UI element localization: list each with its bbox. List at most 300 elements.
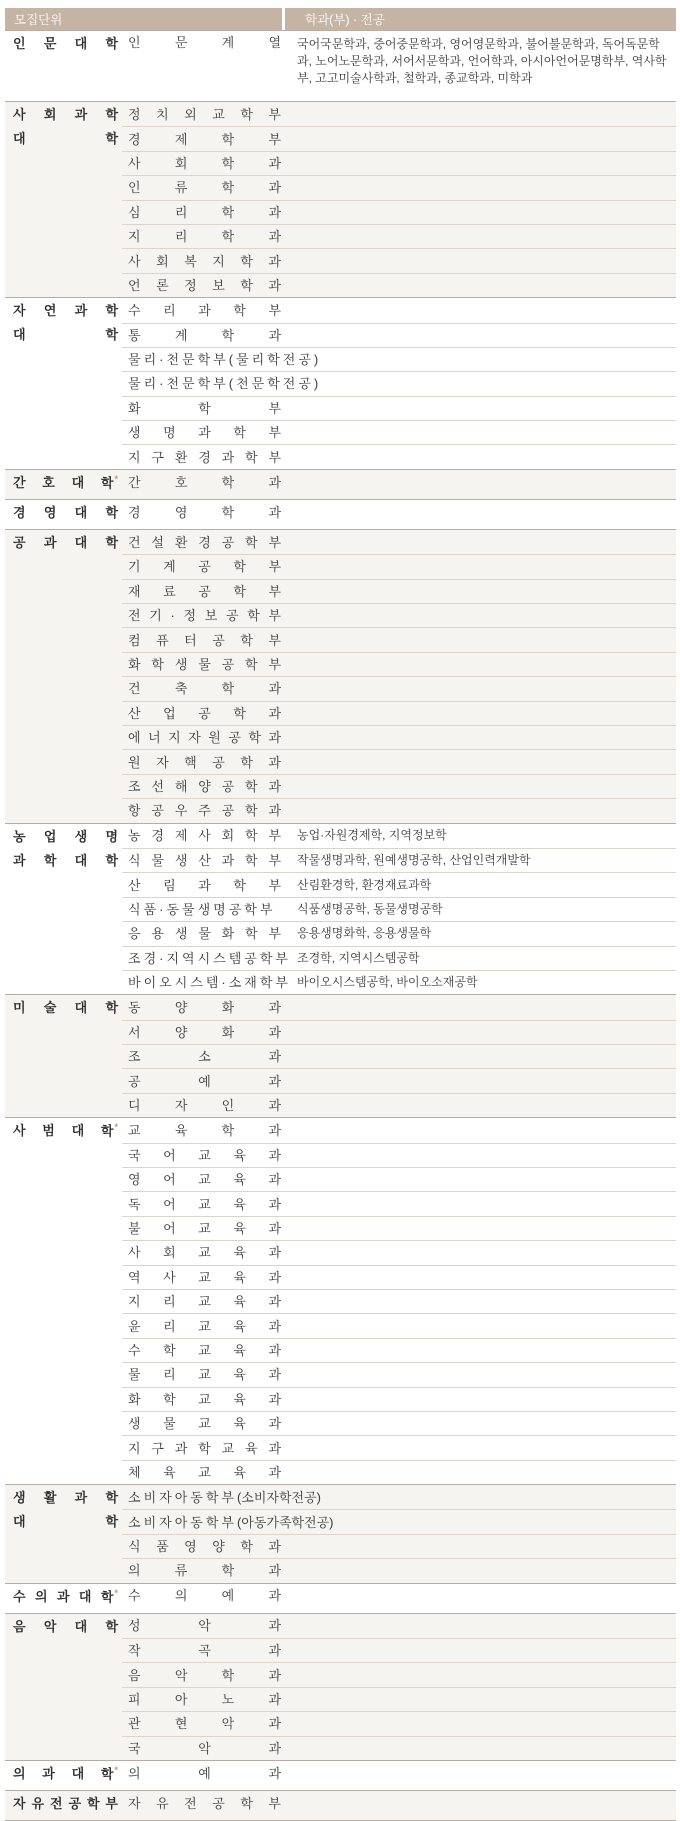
unit-cell	[122, 559, 285, 574]
char: 오	[159, 975, 172, 991]
char: 체	[128, 1464, 141, 1480]
char: 물	[198, 657, 211, 672]
char: 부	[268, 302, 281, 318]
char: 과	[268, 1098, 281, 1114]
char: 부	[268, 449, 281, 465]
char: 학	[233, 559, 246, 575]
char: 대	[13, 327, 26, 343]
college-name-line	[13, 535, 118, 550]
column-header-department-major: 학과(부) · 전공	[285, 8, 676, 30]
char: 부	[268, 1795, 281, 1811]
char: 학	[267, 352, 280, 368]
char: 부	[268, 853, 281, 869]
char: 교	[198, 1318, 211, 1334]
char: 자	[156, 754, 169, 770]
table-row	[122, 1191, 676, 1215]
char: 소	[228, 975, 242, 991]
char: 공	[13, 534, 26, 550]
table-row	[122, 554, 676, 578]
char: 천	[236, 376, 249, 392]
unit-cell	[122, 156, 285, 171]
char: 과	[268, 1294, 281, 1310]
char: 공	[221, 803, 235, 819]
char: 리	[163, 1318, 176, 1334]
char: 리	[163, 1367, 176, 1383]
char: 의	[128, 1563, 141, 1579]
char: 리	[143, 376, 157, 392]
unit-cell	[122, 278, 285, 293]
char: 육	[233, 1172, 246, 1188]
char: 동	[128, 999, 141, 1015]
unit-cell	[122, 1221, 285, 1236]
char: 대	[74, 1000, 88, 1016]
asterisk-marker: *	[114, 473, 118, 484]
char: 용	[151, 926, 164, 942]
char: 호	[174, 474, 188, 490]
college-cell	[5, 1485, 122, 1583]
char: 화	[221, 999, 235, 1015]
char: 과	[268, 229, 281, 245]
char: 공	[298, 376, 311, 392]
college-section	[5, 529, 676, 823]
college-cell	[5, 530, 122, 823]
table-row	[122, 1020, 676, 1044]
college-name-line	[13, 1123, 118, 1138]
char: 교	[128, 1122, 141, 1138]
char: 학*	[100, 1587, 118, 1604]
char: 회	[163, 1245, 176, 1261]
unit-cell	[122, 1098, 285, 1113]
char: 과	[268, 705, 281, 721]
char: 경	[198, 534, 211, 550]
char: ·	[170, 608, 175, 624]
char: (	[228, 352, 234, 368]
char: 물	[163, 1416, 176, 1432]
unit-cell	[122, 1367, 285, 1382]
college-name-line	[13, 1619, 118, 1634]
char: 학	[205, 1489, 219, 1505]
char: 농	[13, 828, 26, 844]
table-row	[122, 126, 676, 150]
char: 학	[244, 901, 257, 917]
char: 경	[128, 131, 141, 147]
college-name-line	[13, 327, 118, 342]
table-row	[122, 200, 676, 224]
table-body	[5, 30, 676, 1821]
unit-cell	[122, 1123, 285, 1138]
table-row	[122, 347, 676, 371]
table-row	[122, 298, 676, 322]
char: 부	[268, 926, 281, 942]
unit-cell	[122, 878, 285, 893]
unit-cell	[122, 950, 288, 966]
char: 자	[159, 1514, 172, 1530]
char: 사	[13, 1123, 26, 1139]
section-rows	[122, 1791, 676, 1820]
char: 과	[13, 852, 26, 868]
admission-units-table	[5, 8, 676, 1821]
majors-cell: 농업·자원경제학, 지역정보학	[297, 828, 447, 843]
char: 과	[268, 1147, 281, 1163]
char: 과	[268, 778, 281, 794]
table-row	[122, 1791, 676, 1815]
char: 부	[268, 657, 281, 672]
college-name-line	[13, 1766, 118, 1781]
char: 대	[78, 1588, 92, 1604]
char: 심	[128, 204, 141, 220]
char: 학	[221, 155, 235, 171]
char: 인	[221, 1098, 235, 1114]
char: 학	[105, 303, 118, 319]
unit-cell	[122, 1148, 285, 1163]
char: 전	[282, 352, 296, 368]
char: 어	[163, 1172, 176, 1188]
char: 불	[128, 1220, 141, 1236]
section-rows	[122, 824, 676, 995]
unit-cell	[122, 902, 285, 917]
unit-cell	[122, 1197, 285, 1212]
char: ·	[221, 975, 226, 991]
unit-cell	[122, 475, 285, 490]
table-row	[122, 701, 676, 725]
char: 육	[163, 1464, 176, 1480]
unit-cell	[122, 425, 285, 440]
char: 천	[166, 376, 180, 392]
unit-cell	[122, 730, 285, 745]
char: 계	[221, 35, 235, 50]
char: 해	[174, 778, 188, 794]
char: 교	[198, 1416, 211, 1432]
college-name-line	[13, 107, 118, 122]
char: 부	[275, 975, 288, 991]
table-row	[122, 444, 676, 468]
college-section	[5, 994, 676, 1117]
char: 비	[143, 1489, 157, 1505]
char: 사	[128, 253, 141, 269]
char: 동	[166, 901, 180, 917]
unit-cell	[122, 132, 285, 147]
unit-cell	[122, 180, 285, 195]
unit-cell	[122, 1489, 321, 1505]
char: 수	[128, 1342, 141, 1358]
unit-cell	[122, 975, 288, 991]
char: 학	[105, 36, 118, 51]
unit-cell	[122, 505, 285, 520]
char: 학	[240, 277, 253, 293]
unit-cell	[122, 1392, 285, 1407]
char: 학	[221, 131, 235, 147]
unit-cell	[122, 1618, 285, 1633]
char: 과	[268, 474, 281, 490]
char: 학	[151, 657, 164, 672]
char: 열	[268, 35, 281, 50]
table-row	[122, 603, 676, 627]
section-rows	[122, 530, 676, 823]
char: 학	[86, 1796, 100, 1811]
char: 대	[13, 1514, 26, 1530]
char: 과	[268, 1391, 281, 1407]
char: 구	[151, 449, 164, 465]
char: 육	[233, 1196, 246, 1212]
college-name-line	[13, 36, 118, 51]
char: 학	[105, 131, 118, 146]
char: 교	[212, 106, 225, 122]
college-name-line	[13, 1514, 118, 1529]
char: 문	[182, 352, 195, 368]
char: 환	[174, 534, 188, 550]
unit-cell	[122, 535, 285, 550]
char: 윤	[128, 1318, 141, 1334]
char: 언	[128, 277, 141, 293]
char: 제	[174, 828, 188, 844]
char: 교	[198, 1220, 211, 1236]
char: 수	[128, 302, 141, 318]
char: 공	[198, 583, 211, 599]
char: 보	[204, 608, 218, 624]
char: 부	[268, 106, 281, 122]
char: 동	[190, 1489, 203, 1505]
unit-cell	[122, 828, 285, 843]
majors-cell: 바이오시스템공학, 바이오소재공학	[297, 975, 478, 990]
table-row	[122, 798, 676, 822]
char: 육	[233, 1367, 246, 1383]
char: 이	[143, 975, 157, 991]
char: 회	[43, 107, 57, 122]
college-section	[5, 469, 676, 499]
char: 자	[13, 303, 26, 319]
char: 공	[221, 534, 235, 550]
unit-cell	[122, 303, 285, 318]
char: 학	[205, 1514, 219, 1530]
table-row	[122, 970, 676, 994]
table-row	[122, 500, 676, 524]
char: 학	[245, 828, 258, 844]
char: 지	[128, 229, 141, 245]
char: 공	[151, 803, 164, 819]
table-row	[122, 774, 676, 798]
char: 기	[149, 608, 162, 624]
char: 학	[163, 1391, 176, 1407]
char: 부	[213, 352, 226, 368]
char: 물	[198, 926, 211, 942]
section-rows	[122, 1584, 676, 1613]
char: 부	[268, 583, 281, 599]
char: 과	[268, 1049, 281, 1065]
table-row	[122, 530, 676, 554]
char: 수	[13, 1588, 26, 1604]
asterisk-marker: *	[114, 1587, 118, 1598]
char: 과	[268, 1464, 281, 1480]
char: 농	[128, 828, 141, 844]
char: 제	[174, 131, 188, 147]
char: 학	[259, 950, 273, 966]
char: 대	[71, 1123, 85, 1139]
char: 과	[268, 1196, 281, 1212]
char: 경	[151, 828, 164, 844]
char: 육	[174, 1122, 188, 1138]
char: 공	[225, 608, 239, 624]
table-header	[5, 8, 676, 30]
char: 회	[221, 828, 235, 844]
char: 학	[221, 1122, 235, 1138]
char: 과	[268, 253, 281, 269]
table-row	[122, 848, 676, 872]
section-rows	[122, 470, 676, 499]
table-row	[122, 1216, 676, 1240]
char: 관	[128, 1716, 141, 1732]
char: 과	[42, 1766, 55, 1781]
unit-cell	[122, 1514, 334, 1530]
char: 학	[247, 608, 260, 624]
char: 과	[268, 1716, 281, 1732]
char: 부	[268, 534, 281, 550]
char: 양	[174, 999, 188, 1015]
char: 학	[240, 1795, 253, 1811]
char: 자	[13, 1796, 26, 1811]
char: 과	[268, 1122, 281, 1138]
unit-cell	[122, 401, 285, 416]
char: 피	[128, 1692, 141, 1708]
table-row	[122, 627, 676, 651]
char: 음	[128, 1667, 141, 1683]
char: 학	[221, 180, 235, 196]
char: 의	[128, 1765, 141, 1781]
char: 학	[233, 877, 246, 893]
char: 곡	[198, 1643, 211, 1659]
unit-cell	[122, 1643, 285, 1658]
char: 화	[221, 926, 235, 942]
char: 아	[174, 1514, 188, 1530]
char: 과	[268, 803, 281, 819]
table-row	[122, 1118, 676, 1142]
char: 정	[183, 608, 197, 624]
char: 과	[268, 1367, 281, 1383]
char: 생	[74, 828, 88, 844]
table-row	[122, 470, 676, 494]
unit-cell	[122, 1441, 285, 1456]
char: 과	[268, 1765, 281, 1781]
college-section	[5, 297, 676, 469]
char: 과	[198, 302, 211, 318]
char: 유	[156, 1795, 169, 1811]
char: 디	[128, 1098, 141, 1114]
char: 핵	[184, 754, 197, 770]
char: 사	[13, 107, 26, 122]
char: 과	[268, 1245, 281, 1261]
char: 학	[233, 425, 246, 441]
college-name-line	[13, 1589, 118, 1604]
char: )	[313, 352, 319, 368]
unit-cell	[122, 584, 285, 599]
char: 과	[74, 107, 88, 122]
char: 학	[105, 534, 118, 550]
char: 계	[174, 327, 188, 343]
char: 공	[298, 352, 311, 368]
char: 어	[163, 1147, 176, 1163]
char: 재	[128, 583, 141, 599]
char: 자	[174, 1098, 188, 1114]
char: 대	[13, 131, 26, 146]
char: 학	[221, 504, 235, 520]
table-row	[122, 1143, 676, 1167]
char: 학	[233, 583, 246, 599]
char: 학*	[100, 473, 118, 491]
char: 미	[13, 1000, 26, 1016]
unit-cell	[122, 35, 285, 50]
char: 학	[43, 852, 57, 868]
char: 스	[190, 975, 203, 991]
unit-cell	[122, 1465, 285, 1480]
char: 예	[221, 1588, 235, 1604]
char: 식	[128, 1539, 141, 1555]
char: 공	[212, 1795, 225, 1811]
char: 학	[245, 449, 258, 465]
char: 계	[163, 559, 176, 575]
char: 과	[268, 155, 281, 171]
char: 과	[268, 1220, 281, 1236]
char: 육	[233, 1391, 246, 1407]
unit-cell	[122, 926, 285, 941]
char: 설	[151, 534, 164, 550]
char: 과	[268, 327, 281, 343]
table-row	[122, 371, 676, 395]
char: 영	[184, 1539, 197, 1555]
char: 부	[268, 608, 281, 624]
college-section	[5, 30, 676, 101]
unit-cell	[122, 1074, 285, 1089]
char: 명	[213, 901, 226, 917]
char: 역	[128, 1269, 141, 1285]
college-section	[5, 1583, 676, 1613]
char: 리	[163, 302, 176, 318]
unit-cell	[122, 328, 285, 343]
table-row	[122, 1558, 676, 1582]
section-rows	[122, 1614, 676, 1760]
char: 부	[221, 1489, 234, 1505]
char: 육	[233, 1245, 246, 1261]
college-cell	[5, 298, 122, 469]
char: 부	[268, 632, 281, 648]
char: 문	[182, 376, 195, 392]
char: 과	[268, 1667, 281, 1683]
char: 과	[43, 534, 57, 550]
char: 대	[71, 1766, 85, 1781]
char: 교	[198, 1269, 211, 1285]
table-row	[122, 1289, 676, 1313]
table-row	[122, 1387, 676, 1411]
college-section	[5, 1613, 676, 1760]
char: 회	[156, 253, 169, 269]
char: 업	[163, 705, 176, 721]
char: 아	[174, 1692, 188, 1708]
char: 과	[268, 1618, 281, 1634]
unit-cell	[122, 1049, 285, 1064]
char: 학	[197, 376, 211, 392]
section-rows	[122, 31, 676, 101]
char: 과	[268, 1692, 281, 1708]
unit-cell	[122, 755, 285, 770]
table-row	[122, 396, 676, 420]
char: 조	[128, 950, 141, 966]
char: 대	[74, 1618, 88, 1634]
char: 사	[128, 155, 141, 171]
table-row	[122, 31, 676, 101]
char: 어	[163, 1220, 176, 1236]
char: 시	[197, 950, 211, 966]
char: 통	[128, 327, 141, 343]
char: 림	[163, 877, 176, 893]
char: 육	[233, 1464, 246, 1480]
